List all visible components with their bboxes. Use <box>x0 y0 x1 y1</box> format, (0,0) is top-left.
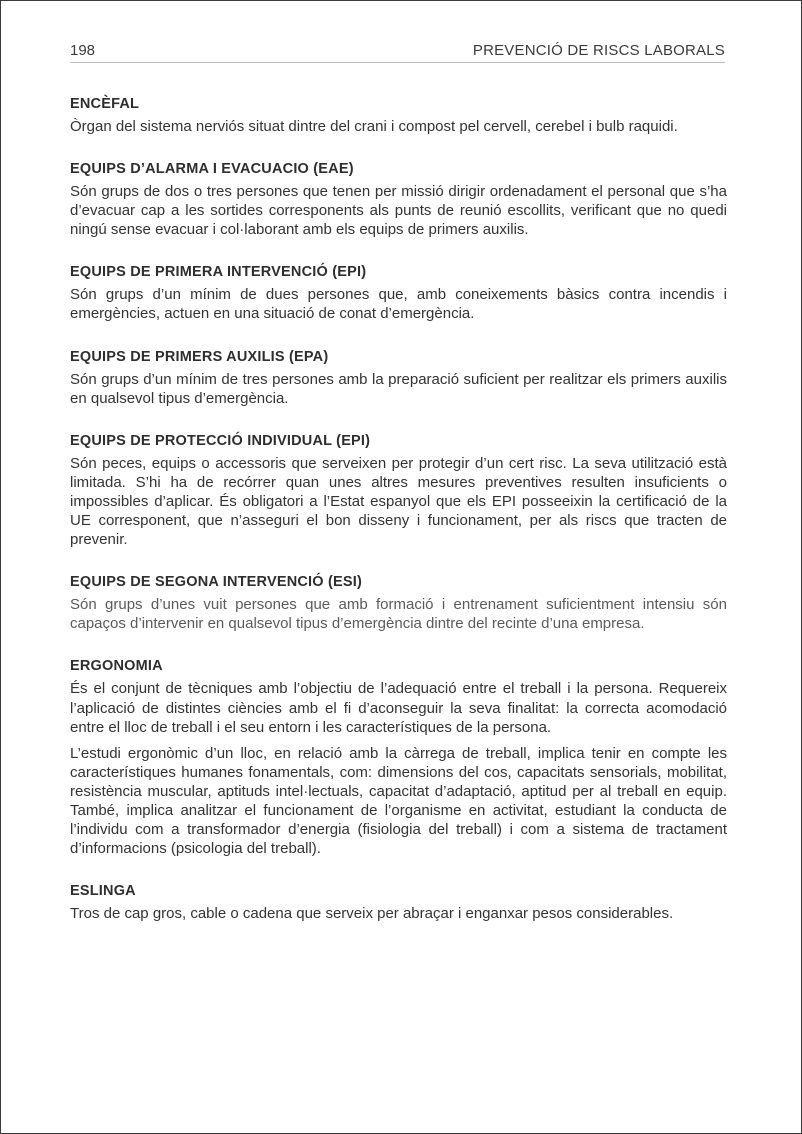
entry-definition: Són grups d’unes vuit persones que amb formació i entrenament suficientment intensiu són capaços d’intervenir en qualsevol tipus d’emergència dintre del recinte d’una empresa. <box>70 596 727 633</box>
glossary-entry-epa <box>70 349 727 408</box>
entry-term: EQUIPS DE SEGONA INTERVENCIÓ (ESI) <box>70 574 363 591</box>
entry-term: ESLINGA <box>70 883 136 900</box>
entry-term: ENCÈFAL <box>70 96 140 112</box>
glossary-entry-encefal <box>70 96 727 136</box>
entry-term: ERGONOMIA <box>70 658 163 675</box>
page-number: 198 <box>70 42 96 59</box>
entry-term: EQUIPS DE PRIMERS AUXILIS (EPA) <box>70 348 329 365</box>
entry-definition: Són grups d’un mínim de tres persones amb la preparació suficient per realitzar els primers auxilis en qualsevol tipus d’emergència. <box>70 370 727 407</box>
glossary-content <box>70 96 727 948</box>
entry-term: EQUIPS D’ALARMA I EVACUACIO (EAE) <box>70 161 354 178</box>
entry-definition: Tros de cap gros, cable o cadena que serveix per abraçar i enganxar pesos considerables. <box>70 905 674 923</box>
entry-definition: És el conjunt de tècniques amb l’objectiu de l’adequació entre el treball i la persona. Requereix l’aplicació de distintes ciències amb el fi d’aconseguir la seva finalitat: la correcta acomodació entre el lloc de treball i el seu entorn i les característiques de la persona. <box>70 680 727 736</box>
entry-term: EQUIPS DE PROTECCIÓ INDIVIDUAL (EPI) <box>70 432 371 449</box>
entry-definition: Són peces, equips o accessoris que serveixen per protegir d’un cert risc. La seva utilització està limitada. S’hi ha de recórrer quan unes altres mesures preventives resulten insuficients o impossibles d’aplicar. És obligatori a l’Estat espanyol que els EPI posseeixin la certificació de la UE corresponent, que n’asseguri el bon disseny i funcionament, per als riscs que tracten de prevenir. <box>70 454 727 549</box>
glossary-entry-esi <box>70 574 727 633</box>
entry-definition: L’estudi ergonòmic d’un lloc, en relació amb la càrrega de treball, implica tenir en compte les característiques humanes fonamentals, com: dimensions del cos, capacitats sensorials, mobilitat, resistència muscular, aptituds intel·lectuals, capacitat d’adaptació, aptitud per al treball en equip. També, implica analitzar el funcionament de l’organisme en activitat, estudiant la conducta de l’individu com a transformador d’energia (fisiologia del treball) i com a sistema de tractament d’informacions (psicologia del treball). <box>70 744 727 858</box>
running-title: PREVENCIÓ DE RISCS LABORALS <box>472 42 725 59</box>
glossary-entry-epi-proteccio <box>70 433 727 549</box>
entry-definition: Òrgan del sistema nerviós situat dintre del crani i compost pel cervell, cerebel i bulb raquidi. <box>70 118 678 135</box>
glossary-entry-eslinga <box>70 883 727 923</box>
glossary-entry-ergonomia <box>70 658 727 858</box>
page-header <box>70 40 725 63</box>
entry-term: EQUIPS DE PRIMERA INTERVENCIÓ (EPI) <box>70 264 367 281</box>
glossary-entry-epi-primera <box>70 264 727 323</box>
glossary-entry-eae <box>70 161 727 239</box>
entry-definition: Són grups d’un mínim de dues persones que, amb coneixements bàsics contra incendis i emergències, actuen en una situació de conat d’emergència. <box>70 286 727 323</box>
entry-definition: Són grups de dos o tres persones que tenen per missió dirigir ordenadament el personal que s’ha d’evacuar cap a les sortides corresponents als punts de reunió escollits, verificant que no quedi ningú sense evacuar i col·laborant amb els equips de primers auxilis. <box>70 183 727 239</box>
